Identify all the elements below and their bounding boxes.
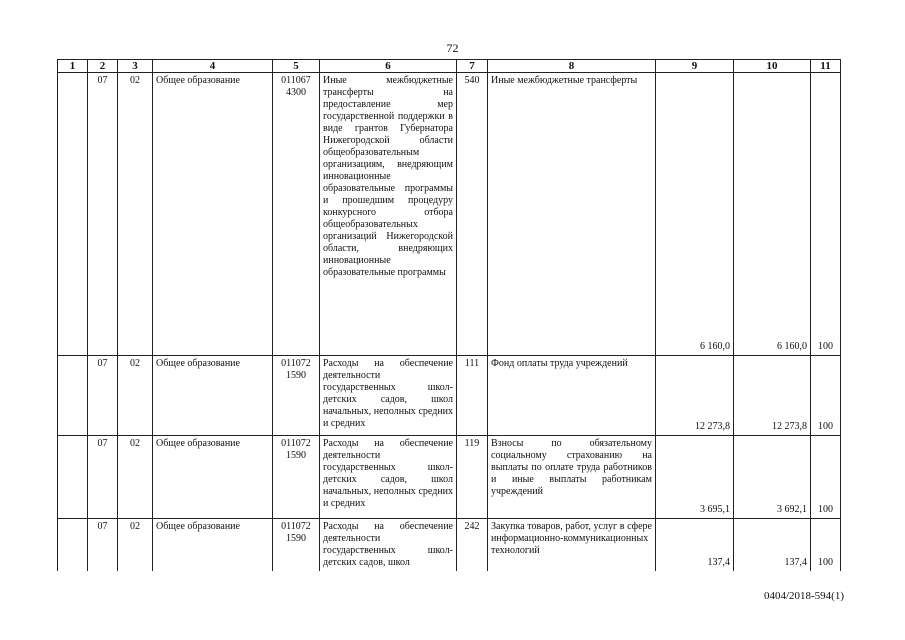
table-cell: 07 (88, 356, 118, 436)
column-header: 1 (58, 60, 88, 73)
table-row (58, 73, 841, 356)
table-cell: 12 273,8 (656, 356, 734, 436)
table-cell: 540 (457, 73, 488, 356)
table-cell: Общее образование (153, 436, 273, 519)
table-cell (58, 519, 88, 572)
table-cell: 242 (457, 519, 488, 572)
table-cell: 07 (88, 436, 118, 519)
document-code: 0404/2018-594(1) (763, 590, 844, 602)
table-cell: 02 (118, 356, 153, 436)
table-cell: 100 (811, 356, 841, 436)
table-cell: 137,4 (656, 519, 734, 572)
column-header: 5 (273, 60, 320, 73)
table-cell (58, 436, 88, 519)
table-row (58, 356, 841, 436)
table-cell: Фонд оплаты труда учреждений (488, 356, 656, 436)
table-cell: Расходы на обеспечение деятельности государственных школ-детских садов, школ (320, 519, 457, 572)
table-cell: 100 (811, 436, 841, 519)
table-row (58, 436, 841, 519)
table-cell: 100 (811, 73, 841, 356)
column-header: 11 (811, 60, 841, 73)
column-header: 7 (457, 60, 488, 73)
column-header: 2 (88, 60, 118, 73)
table-cell: 011067 4300 (273, 73, 320, 356)
column-header: 3 (118, 60, 153, 73)
table-cell: 6 160,0 (656, 73, 734, 356)
column-header: 10 (734, 60, 811, 73)
table-cell: 011072 1590 (273, 356, 320, 436)
table-cell: 07 (88, 73, 118, 356)
table-cell: Иные межбюджетные трансферты (488, 73, 656, 356)
table-cell: 119 (457, 436, 488, 519)
column-header: 6 (320, 60, 457, 73)
table-cell: Взносы по обязательному социальному страхованию на выплаты по оплате труда работников и иные выплаты работникам учреждений (488, 436, 656, 519)
table-cell: 02 (118, 73, 153, 356)
table-cell: 6 160,0 (734, 73, 811, 356)
table-cell (58, 73, 88, 356)
table-cell: 011072 1590 (273, 519, 320, 572)
table-cell: 3 692,1 (734, 436, 811, 519)
table-cell: 011072 1590 (273, 436, 320, 519)
column-header: 9 (656, 60, 734, 73)
table-cell: 3 695,1 (656, 436, 734, 519)
table-cell: 100 (811, 519, 841, 572)
table-cell: 02 (118, 436, 153, 519)
column-header: 8 (488, 60, 656, 73)
budget-table (57, 59, 841, 571)
header-row (58, 60, 841, 73)
page-number: 72 (446, 41, 459, 55)
table-cell: 12 273,8 (734, 356, 811, 436)
table-cell: 02 (118, 519, 153, 572)
table-cell: Расходы на обеспечение деятельности государственных школ-детских садов, школ начальных, неполных средних и средних (320, 356, 457, 436)
table-cell: Закупка товаров, работ, услуг в сфере информационно-коммуникационных технологий (488, 519, 656, 572)
table-row (58, 519, 841, 572)
table-cell (58, 356, 88, 436)
column-header: 4 (153, 60, 273, 73)
table-cell: Общее образование (153, 356, 273, 436)
table-cell: Иные межбюджетные трансферты на предоставление мер государственной поддержки в виде грантов Губернатора Нижегородской области общеобразовательным организациям, внедряющим инновационные образовательные программы и прошедшим процедуру конкурсного отбора общеобразовательных организаций Нижегородской области, внедряющих инновационные образовательные программы (320, 73, 457, 356)
table-cell: 137,4 (734, 519, 811, 572)
table-cell: Расходы на обеспечение деятельности государственных школ-детских садов, школ начальных, неполных средних и средних (320, 436, 457, 519)
table-cell: Общее образование (153, 73, 273, 356)
table-cell: Общее образование (153, 519, 273, 572)
table-cell: 07 (88, 519, 118, 572)
table-cell: 111 (457, 356, 488, 436)
